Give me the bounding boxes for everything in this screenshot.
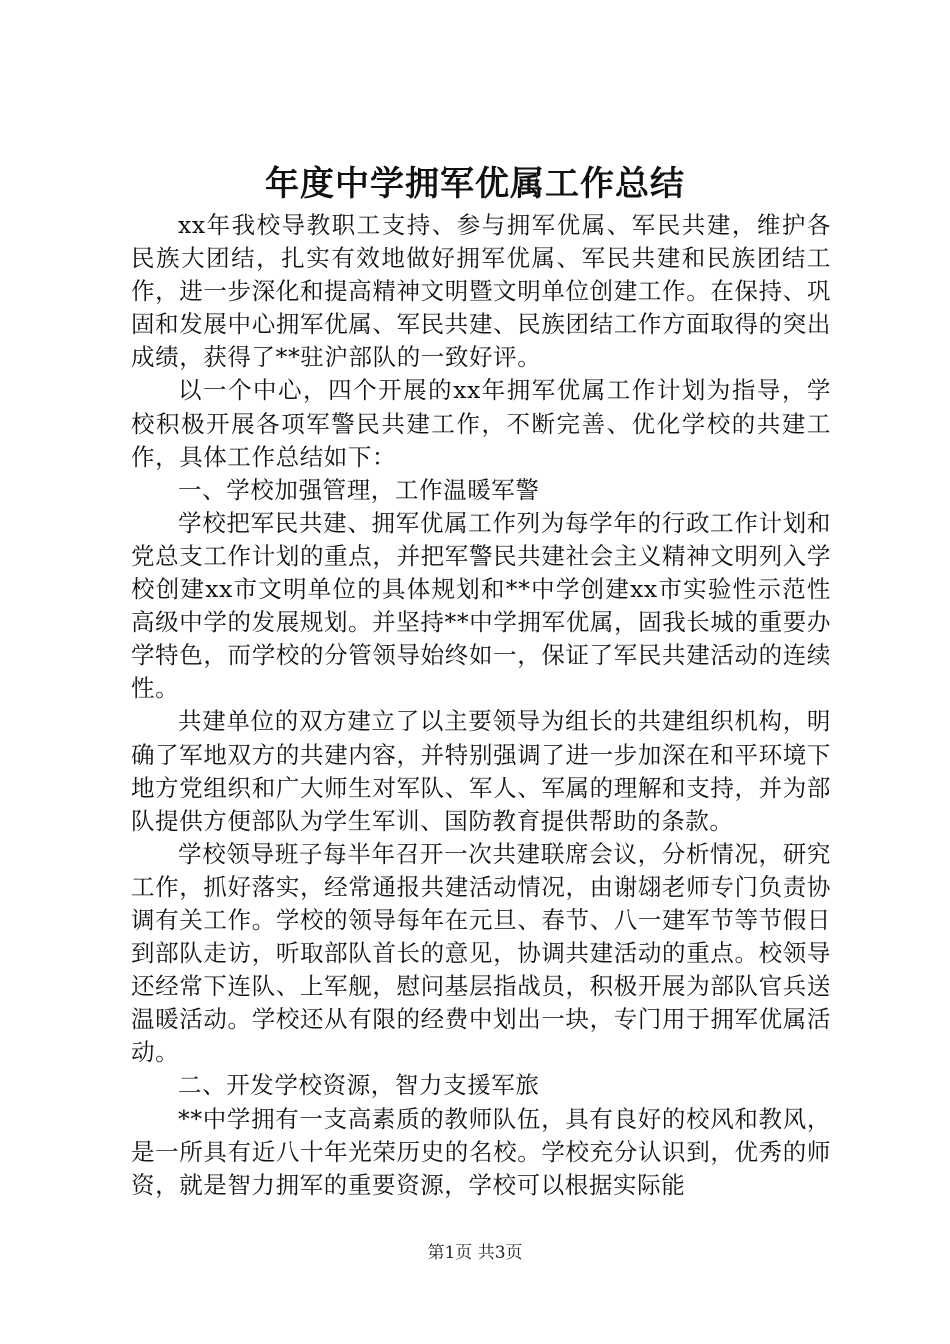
document-body <box>131 209 831 1202</box>
document-title: 年度中学拥军优属工作总结 <box>265 164 685 204</box>
section-heading-1: 一、学校加强管理，工作温暖军警 <box>178 475 540 504</box>
paragraph-leadership: 学校领导班子每半年召开一次共建联席会议，分析情况，研究工作，抓好落实，经常通报共建活动情况，由谢翃老师专门负责协调有关工作。学校的领导每年在元旦、春节、八一建军节等节假日到部队走访，听取部队首长的意见，协调共建活动的重点。校领导还经常下连队、上军舰，慰问基层指战员，积极开展为部队官兵送温暖活动。学校还从有限的经费中划出一块，专门用于拥军优属活动。 <box>131 839 831 1067</box>
paragraph-resources: **中学拥有一支高素质的教师队伍，具有良好的校风和教风，是一所具有近八十年光荣历史的名校。学校充分认识到，优秀的师资，就是智力拥军的重要资源，学校可以根据实际能 <box>131 1104 831 1199</box>
paragraph-guidance: 以一个中心，四个开展的xx年拥军优属工作计划为指导，学校积极开展各项军警民共建工作，不断完善、优化学校的共建工作，具体工作总结如下： <box>131 376 831 471</box>
paragraph-organization: 共建单位的双方建立了以主要领导为组长的共建组织机构，明确了军地双方的共建内容，并特别强调了进一步加深在和平环境下地方党组织和广大师生对军队、军人、军属的理解和支持，并为部队提供方便部队为学生军训、国防教育提供帮助的条款。 <box>131 707 831 835</box>
section-heading-2: 二、开发学校资源，智力支援军旅 <box>178 1071 540 1100</box>
paragraph-management: 学校把军民共建、拥军优属工作列为每学年的行政工作计划和党总支工作计划的重点，并把军警民共建社会主义精神文明列入学校创建xx市文明单位的具体规划和**中学创建xx市实验性示范性高级中学的发展规划。并坚持**中学拥军优属，固我长城的重要办学特色，而学校的分管领导始终如一，保证了军民共建活动的连续性。 <box>131 508 831 703</box>
paragraph-intro: xx年我校导教职工支持、参与拥军优属、军民共建，维护各民族大团结，扎实有效地做好拥军优属、军民共建和民族团结工作，进一步深化和提高精神文明暨文明单位创建工作。在保持、巩固和发展中心拥军优属、军民共建、民族团结工作方面取得的突出成绩，获得了**驻沪部队的一致好评。 <box>131 211 831 372</box>
page-footer: 第1页 共3页 <box>427 1243 523 1263</box>
